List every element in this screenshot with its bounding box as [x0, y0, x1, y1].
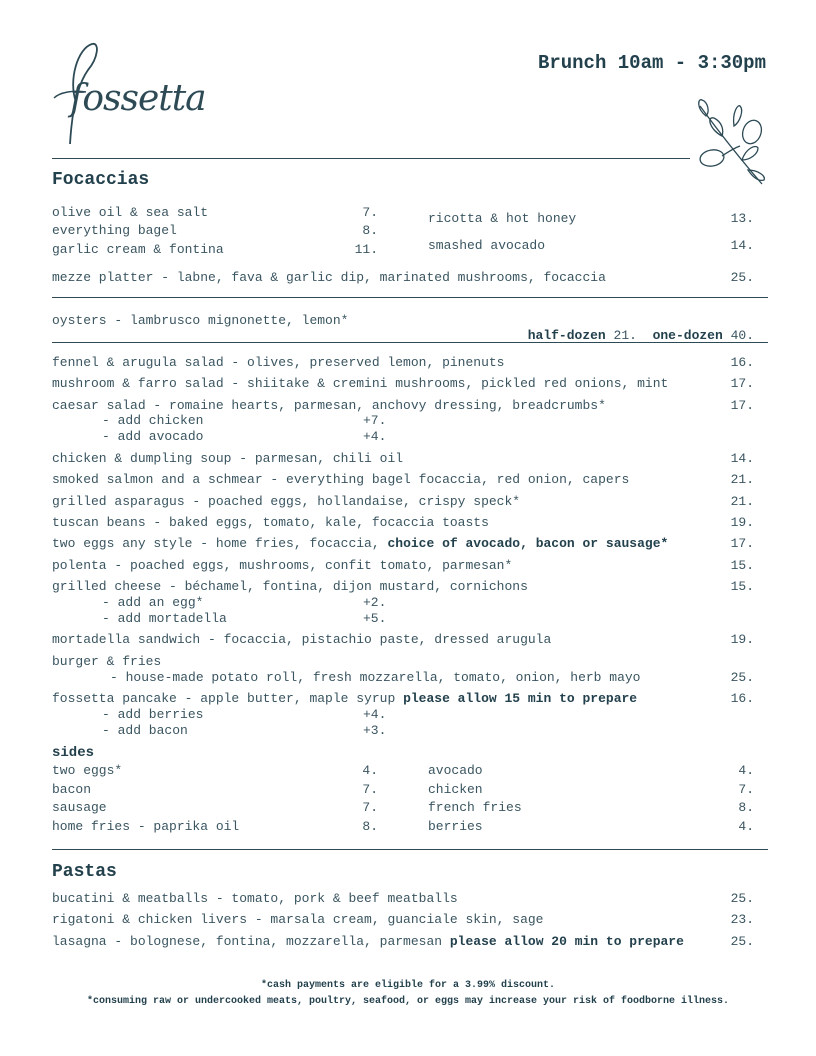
one-dozen-label: one-dozen: [652, 328, 723, 343]
menu-item-price: 19.: [730, 515, 754, 530]
menu-item: polenta - poached eggs, mushrooms, confit tomato, parmesan*: [52, 558, 513, 573]
menu-item: [52, 536, 668, 551]
oysters-item: oysters - lambrusco mignonette, lemon*: [52, 313, 349, 328]
focaccia-price: 8.: [362, 223, 378, 238]
menu-item: fennel & arugula salad - olives, preserved lemon, pinenuts: [52, 355, 505, 370]
focaccia-price: 13.: [730, 211, 754, 226]
one-dozen-price: 40.: [730, 328, 754, 343]
pasta-price: 25.: [730, 934, 754, 949]
pasta-item: rigatoni & chicken livers - marsala cream, guanciale skin, sage: [52, 912, 544, 927]
section-divider: [52, 342, 768, 343]
pasta-item: [52, 934, 684, 949]
menu-item: grilled asparagus - poached eggs, hollandaise, crispy speck*: [52, 494, 521, 509]
focaccia-item: olive oil & sea salt: [52, 205, 209, 220]
restaurant-logo: [48, 40, 208, 150]
section-divider: [52, 297, 768, 298]
pasta-item: bucatini & meatballs - tomato, pork & beef meatballs: [52, 891, 458, 906]
focaccias-title: Focaccias: [52, 170, 150, 190]
menu-item-price: 17.: [730, 536, 754, 551]
mezze-item: mezze platter - labne, fava & garlic dip, marinated mushrooms, focaccia: [52, 270, 606, 285]
side-item: berries: [428, 819, 483, 834]
menu-item: [52, 691, 637, 706]
side-price: 8.: [362, 819, 378, 834]
half-dozen-label: half-dozen: [527, 328, 606, 343]
menu-item: mushroom & farro salad - shiitake & cremini mushrooms, pickled red onions, mint: [52, 376, 669, 391]
menu-addon: - add bacon: [102, 723, 188, 738]
cash-discount-note: *cash payments are eligible for a 3.99% discount.: [260, 980, 556, 991]
menu-addon-price: +4.: [363, 429, 387, 444]
menu-item-price: 21.: [730, 472, 754, 487]
focaccia-item: everything bagel: [52, 223, 177, 238]
menu-addon: - add avocado: [102, 429, 204, 444]
pasta-item-bold-note: please allow 20 min to prepare: [449, 934, 684, 949]
focaccia-item: ricotta & hot honey: [428, 211, 577, 226]
side-item: two eggs*: [52, 763, 123, 778]
menu-addon-price: +5.: [363, 611, 387, 626]
menu-addon: - add berries: [102, 707, 204, 722]
menu-item-text: fossetta pancake - apple butter, maple syrup: [52, 691, 404, 706]
menu-item-price: 25.: [730, 670, 754, 685]
menu-item-price: 14.: [730, 451, 754, 466]
side-item: sausage: [52, 800, 107, 815]
menu-item: burger & fries: [52, 654, 162, 669]
focaccia-item: smashed avocado: [428, 238, 546, 253]
menu-item-text: two eggs any style - home fries, focaccia,: [52, 536, 388, 551]
menu-item-bold-note: please allow 15 min to prepare: [403, 691, 638, 706]
menu-addon: - add mortadella: [102, 611, 227, 626]
side-item: avocado: [428, 763, 483, 778]
menu-item-bold-note: choice of avocado, bacon or sausage*: [387, 536, 669, 551]
menu-item-price: 17.: [730, 376, 754, 391]
menu-item-price: 16.: [730, 691, 754, 706]
side-price: 4.: [738, 763, 754, 778]
half-dozen-price: 21.: [613, 328, 637, 343]
menu-addon-price: +4.: [363, 707, 387, 722]
side-price: 7.: [738, 782, 754, 797]
menu-item: grilled cheese - béchamel, fontina, dijon mustard, cornichons: [52, 579, 528, 594]
menu-item-price: 15.: [730, 558, 754, 573]
pasta-price: 25.: [730, 891, 754, 906]
pasta-item-text: lasagna - bolognese, fontina, mozzarella, parmesan: [52, 934, 450, 949]
menu-item-price: 15.: [730, 579, 754, 594]
menu-addon-price: +7.: [363, 413, 387, 428]
menu-item: caesar salad - romaine hearts, parmesan, anchovy dressing, breadcrumbs*: [52, 398, 606, 413]
focaccia-price: 7.: [362, 205, 378, 220]
menu-item: tuscan beans - baked eggs, tomato, kale, focaccia toasts: [52, 515, 489, 530]
logo-text: fossetta: [70, 78, 206, 119]
side-price: 7.: [362, 800, 378, 815]
side-item: chicken: [428, 782, 483, 797]
olive-branch-icon: [692, 96, 772, 188]
oysters-pricing: [512, 313, 754, 343]
menu-addon: - add chicken: [102, 413, 204, 428]
menu-item-price: 17.: [730, 398, 754, 413]
menu-item-price: 21.: [730, 494, 754, 509]
brunch-hours: Brunch 10am - 3:30pm: [537, 52, 766, 74]
side-item: french fries: [428, 800, 522, 815]
menu-item: mortadella sandwich - focaccia, pistachio paste, dressed arugula: [52, 632, 552, 647]
mezze-price: 25.: [730, 270, 754, 285]
menu-addon: - add an egg*: [102, 595, 204, 610]
menu-item: smoked salmon and a schmear - everything bagel focaccia, red onion, capers: [52, 472, 630, 487]
pasta-price: 23.: [730, 912, 754, 927]
menu-addon-price: +2.: [363, 595, 387, 610]
menu-item-price: 16.: [730, 355, 754, 370]
raw-food-warning: *consuming raw or undercooked meats, poultry, seafood, or eggs may increase your risk of foodborne illness.: [86, 996, 730, 1007]
focaccia-item: garlic cream & fontina: [52, 242, 224, 257]
menu-item-description: - house-made potato roll, fresh mozzarella, tomato, onion, herb mayo: [110, 670, 641, 685]
pastas-title: Pastas: [52, 862, 117, 882]
side-item: home fries - paprika oil: [52, 819, 240, 834]
side-price: 8.: [738, 800, 754, 815]
side-price: 4.: [738, 819, 754, 834]
menu-item-price: 19.: [730, 632, 754, 647]
focaccia-price: 14.: [730, 238, 754, 253]
section-divider: [52, 849, 768, 850]
menu-addon-price: +3.: [363, 723, 387, 738]
side-item: bacon: [52, 782, 92, 797]
focaccia-price: 11.: [354, 242, 378, 257]
header-divider: [52, 158, 690, 159]
side-price: 4.: [362, 763, 378, 778]
side-price: 7.: [362, 782, 378, 797]
sides-title: sides: [52, 745, 95, 761]
menu-item: chicken & dumpling soup - parmesan, chili oil: [52, 451, 404, 466]
